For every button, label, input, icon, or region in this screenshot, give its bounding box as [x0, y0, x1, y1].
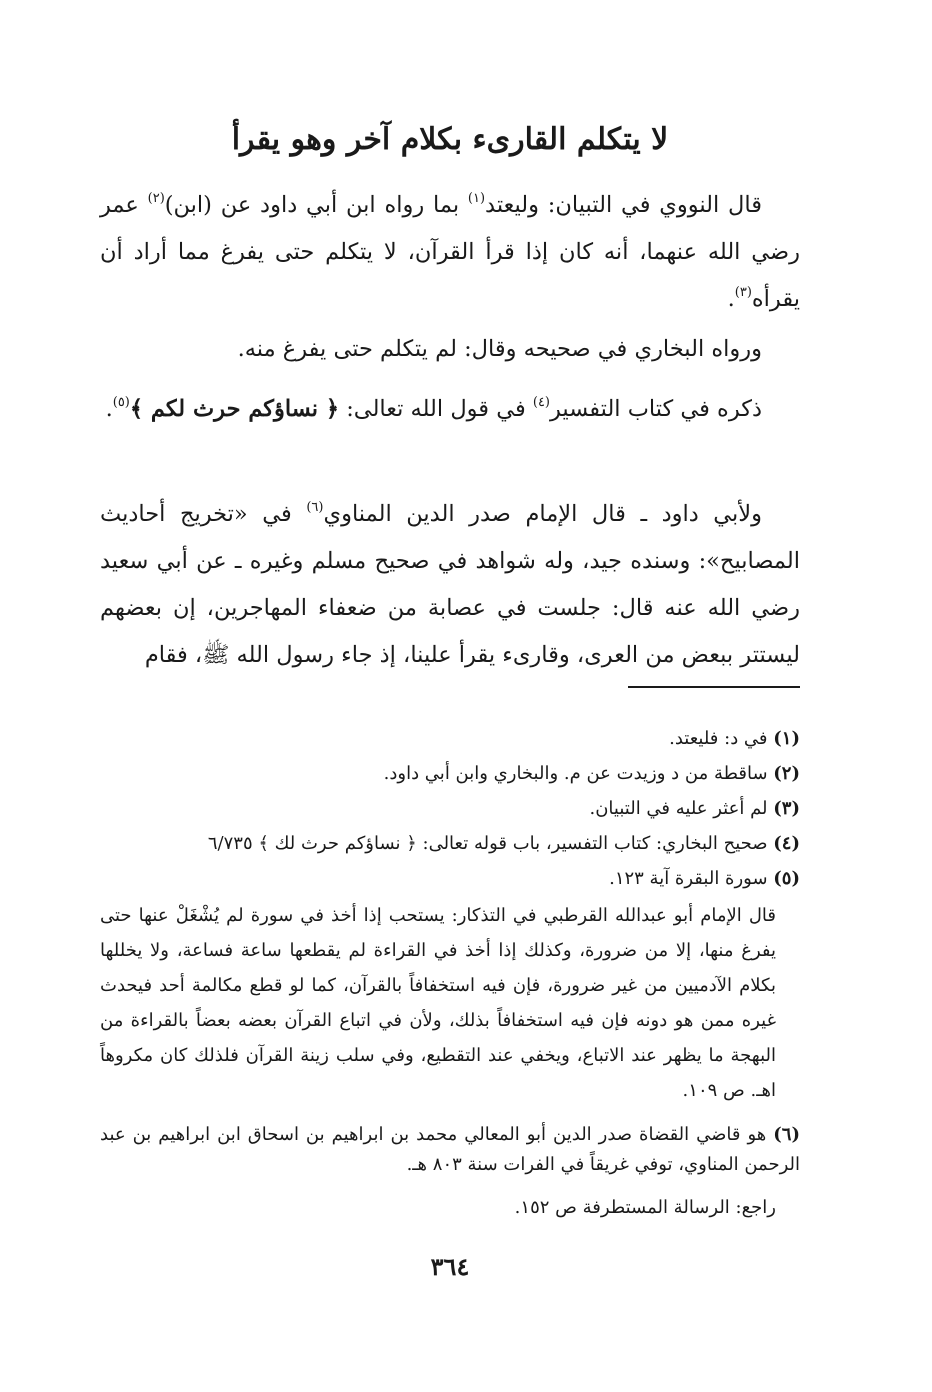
book-page: [100, 0, 800, 1392]
paragraph-bukhari: [100, 326, 800, 373]
footnote-5-quote: قال الإمام أبو عبدالله القرطبي في التذكار: يستحب إذا أخذ في سورة لم يُشْغَلْ عنها حتى يفرغ منها، إلا من ضرورة، وكذلك إذا أخذ في القراءة لم يقطعها ساعة فساعة، ولا يخللها بكلام الآدميين من غير ضرورة، فإن فيه استخفافاً بالقرآن، كما لو قطع مكالمة أحد فيحدث غيره ممن هو دونه فإن فيه استخفافاً بذلك، ولأن في اتباع القرآن بعضه بعضاً بالقراءة من البهجة ما يظهر عند الاتباع، ويخفي عند التقطيع، وفي سلب زينة القرآن فلذلك كان مكروهاً اهـ. ص ١٠٩.: [100, 905, 776, 1101]
footnote-text: صحيح البخاري: كتاب التفسير، باب قوله تعالى: ﴿ نساؤكم حرث لك ﴾ ٦/٧٣٥: [207, 833, 774, 854]
paragraph-tafsir: [100, 386, 800, 433]
paragraph-text: .: [105, 396, 113, 422]
footnote-number: (٥): [773, 868, 800, 889]
paragraph-text: ولأبي داود ـ قال الإمام صدر الدين المناوي: [323, 501, 763, 527]
paragraph-text: بما رواه ابن أبي داود عن (ابن): [164, 192, 468, 218]
paragraph-abu-dawud: [100, 491, 800, 679]
footnote-ref[interactable]: (٢): [147, 191, 165, 206]
footnote-6-reference: راجع: الرسالة المستطرفة ص ١٥٢.: [514, 1197, 776, 1218]
page-number: ٣٦٤: [430, 1252, 470, 1281]
footnote-text: سورة البقرة آية ١٢٣.: [609, 868, 774, 889]
footnote-ref[interactable]: (٦): [306, 500, 324, 515]
paragraph-text: ورواه البخاري في صحيحه وقال: لم يتكلم حتى يفرغ منه.: [237, 336, 762, 362]
paragraph-text: ذكره في كتاب التفسير: [550, 396, 762, 422]
footnote-5: [100, 864, 800, 894]
footnote-number: (٤): [773, 833, 800, 854]
footnote-text: هو قاضي القضاة صدر الدين أبو المعالي محمد بن ابراهيم بن اسحاق ابن ابراهيم بن عبد الرحمن المناوي، توفي غريقاً في الفرات سنة ٨٠٣ هـ.: [100, 1124, 800, 1175]
paragraph-text: عمر رضي الله عنهما، أنه كان إذا قرأ القرآن، لا يتكلم حتى يفرغ مما أراد أن يقرأه: [100, 192, 800, 312]
footnote-4: [100, 829, 800, 859]
footnote-number: (٢): [773, 763, 800, 784]
footnote-text: لم أعثر عليه في التبيان.: [589, 798, 774, 819]
section-title: لا يتكلم القارىء بكلام آخر وهو يقرأ: [231, 122, 669, 157]
paragraph-text: قال النووي في التبيان: وليعتد: [485, 192, 762, 218]
footnote-6: [100, 1120, 800, 1180]
quran-verse: ﴿ نساؤكم حرث لكم ﴾: [129, 396, 340, 422]
footnote-3: [100, 794, 800, 824]
footnote-2: [100, 759, 800, 789]
footnote-ref[interactable]: (٤): [532, 395, 550, 410]
paragraph-nawawi: [100, 182, 800, 323]
footnote-ref[interactable]: (١): [467, 191, 486, 206]
footnote-number: (٦): [773, 1124, 800, 1145]
footnote-1: [100, 724, 800, 754]
paragraph-text: في «تخريج أحاديث المصابيح»: وسنده جيد، وله شواهد في صحيح مسلم وغيره ـ عن أبي سعيد رضي الله عنه قال: جلست في عصابة من ضعفاء المهاجرين، إن بعضهم ليستتر ببعض من العرى، وقارىء يقرأ علينا، إذ جاء رسول الله ﷺ، فقام: [100, 501, 800, 668]
paragraph-text: في قول الله تعالى:: [339, 396, 533, 422]
footnote-text: في د: فليعتد.: [669, 728, 774, 749]
footnote-number: (١): [773, 728, 800, 749]
footnote-separator: [628, 686, 800, 688]
footnote-ref[interactable]: (٥): [112, 395, 130, 410]
paragraph-text: .: [727, 286, 735, 312]
footnote-text: ساقطة من د وزيدت عن م. والبخاري وابن أبي داود.: [383, 763, 774, 784]
footnote-number: (٣): [773, 798, 800, 819]
footnote-ref[interactable]: (٣): [734, 285, 752, 300]
